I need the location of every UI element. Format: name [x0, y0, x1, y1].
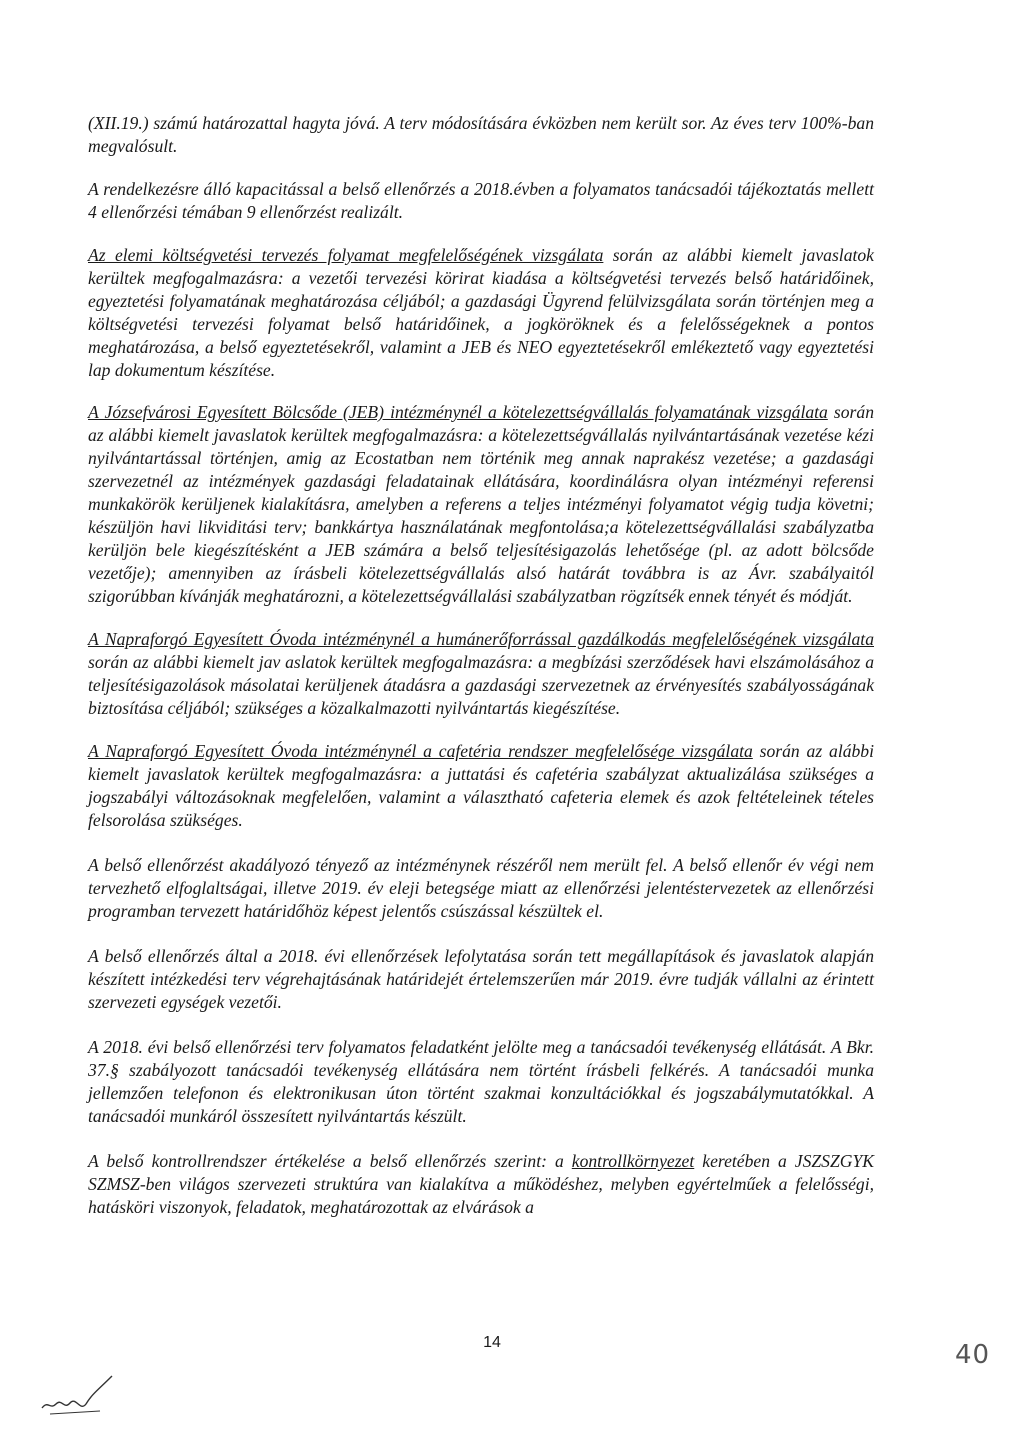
- paragraph-6-heading: A Napraforgó Egyesített Óvoda intézménynél a cafetéria rendszer megfelelősége vizsgálata: [88, 741, 753, 761]
- signature-mark: [40, 1370, 120, 1416]
- paragraph-4-text: során az alábbi kiemelt javaslatok kerültek megfogalmazásra: a kötelezettségvállalás nyilvántartásának vezetése kézi nyilvántartással történjen, amig az Ecostatban nem történik meg annak naprakész vezetése; a gazdasági szervezetnél az intézmények gazdasági feladatainak ellátására, koordinálásra olyan intézményi referensi munkakörök kerüljenek kialakításra, amelyben a referens a teljes intézményi folyamatot végig tudja követni; készüljön havi likviditási terv; bankkártya használatának megfontolása;a kötelezettségvállalási szabályzatba kerüljön bele kiegészítésként a JEB számára a belső teljesítésigazolás lehetősége (pl. az adott bölcsőde vezetője); amennyiben az írásbeli kötelezettségvállalás alsó határát továbbra is az Ávr. szabályaitól szigorúbban kívánják meghatározni, a kötelezettségvállalási szabályzatban rögzítsék ennek tényét és módját.: [88, 402, 874, 606]
- paragraph-1: [88, 112, 874, 158]
- paragraph-5: [88, 628, 874, 720]
- paragraph-2-text: A rendelkezésre álló kapacitással a belső ellenőrzés a 2018.évben a folyamatos tanácsadói tájékoztatás mellett 4 ellenőrzési témában 9 ellenőrzést realizált.: [88, 179, 874, 222]
- paragraph-8-text: A belső ellenőrzés által a 2018. évi ellenőrzések lefolytatása során tett megállapítások és javaslatok alapján készített intézkedési terv végrehajtásának határidejét értelemszerűen már 2019. évre tudják vállalni az érintett szervezeti egységek vezetői.: [88, 946, 874, 1012]
- paragraph-3-text: során az alábbi kiemelt javaslatok kerültek megfogalmazásra: a vezetői tervezési körirat kiadása a költségvetési tervezés belső határidőinek, egyeztetési folyamatának meghatározása céljából; a gazdasági Ügyrend felülvizsgálata során történjen meg a költségvetési tervezési folyamat belső határidőinek, a jogköröknek és a felelősségeknek a pontos meghatározása, a belső egyeztetésekről, valamint a JEB és NEO egyeztetésekről emlékeztető vagy egyeztetési lap dokumentum készítése.: [88, 245, 874, 380]
- paragraph-3-heading: Az elemi költségvetési tervezés folyamat megfelelőségének vizsgálata: [88, 245, 604, 265]
- handwritten-page-number: 40: [955, 1340, 991, 1370]
- paragraph-7: [88, 854, 874, 923]
- paragraph-10-text-a: A belső kontrollrendszer értékelése a belső ellenőrzés szerint: a: [88, 1151, 572, 1171]
- paragraph-10-term: kontrollkörnyezet: [571, 1151, 695, 1171]
- paragraph-6: [88, 740, 874, 832]
- paragraph-1-text: (XII.19.) számú határozattal hagyta jóvá. A terv módosítására évközben nem került sor. Az éves terv 100%-ban megvalósult.: [88, 113, 874, 156]
- paragraph-4-heading: A Józsefvárosi Egyesített Bölcsőde (JEB) intézménynél a kötelezettségvállalás folyamatának vizsgálata: [88, 402, 828, 422]
- paragraph-10: [88, 1150, 874, 1219]
- paragraph-10-text-b: keretében a JSZSZGYK SZMSZ-ben világos szervezeti struktúra van kialakítva a működéshez, melyben egyértelműek a felelősségi, hatásköri viszonyok, feladatok, meghatározottak az elvárások a: [88, 1151, 874, 1217]
- paragraph-5-heading: A Napraforgó Egyesített Óvoda intézménynél a humánerőforrással gazdálkodás megfelelőségének vizsgálata: [88, 629, 874, 649]
- paragraph-9-text: A 2018. évi belső ellenőrzési terv folyamatos feladatként jelölte meg a tanácsadói tevékenység ellátását. A Bkr. 37.§ szabályozott tanácsadói tevékenység ellátására nem történt írásbeli felkérés. A tanácsadói munka jellemzően telefonon és elektronikusan úton történt szakmai konzultációkkal és jogszabálymutatókkal. A tanácsadói munkáról összesített nyilvántartás készült.: [88, 1037, 874, 1126]
- paragraph-5-text: során az alábbi kiemelt jav aslatok kerültek megfogalmazásra: a megbízási szerződések havi elszámolásához a teljesítésigazolások másolatai kerüljenek átadásra a gazdasági szervezetnek az érvényesítés szabályosságának biztosítása céljából; szükséges a közalkalmazotti nyilvántartás kiegészítése.: [88, 652, 874, 718]
- paragraph-9: [88, 1036, 874, 1128]
- paragraph-2: [88, 178, 874, 224]
- document-body: [88, 112, 874, 1219]
- paragraph-7-text: A belső ellenőrzést akadályozó tényező az intézménynek részéről nem merült fel. A belső ellenőr év végi nem tervezhető elfoglaltságai, illetve 2019. év eleji betegsége miatt az ellenőrzési jelentéstervezetek az ellenőrzési programban tervezett határidőhöz képest jelentős csúszással készültek el.: [88, 855, 874, 921]
- paragraph-4: [88, 401, 874, 608]
- page-number: 14: [483, 1334, 501, 1351]
- paragraph-3: [88, 244, 874, 382]
- paragraph-8: [88, 945, 874, 1014]
- paragraph-6-text: során az alábbi kiemelt javaslatok kerültek megfogalmazásra: a juttatási és cafetéria szabályzat aktualizálása szükséges a jogszabályi változásoknak megfelelően, valamint a választható cafeteria elemek és azok feltételeinek tételes felsorolása szükséges.: [88, 741, 874, 830]
